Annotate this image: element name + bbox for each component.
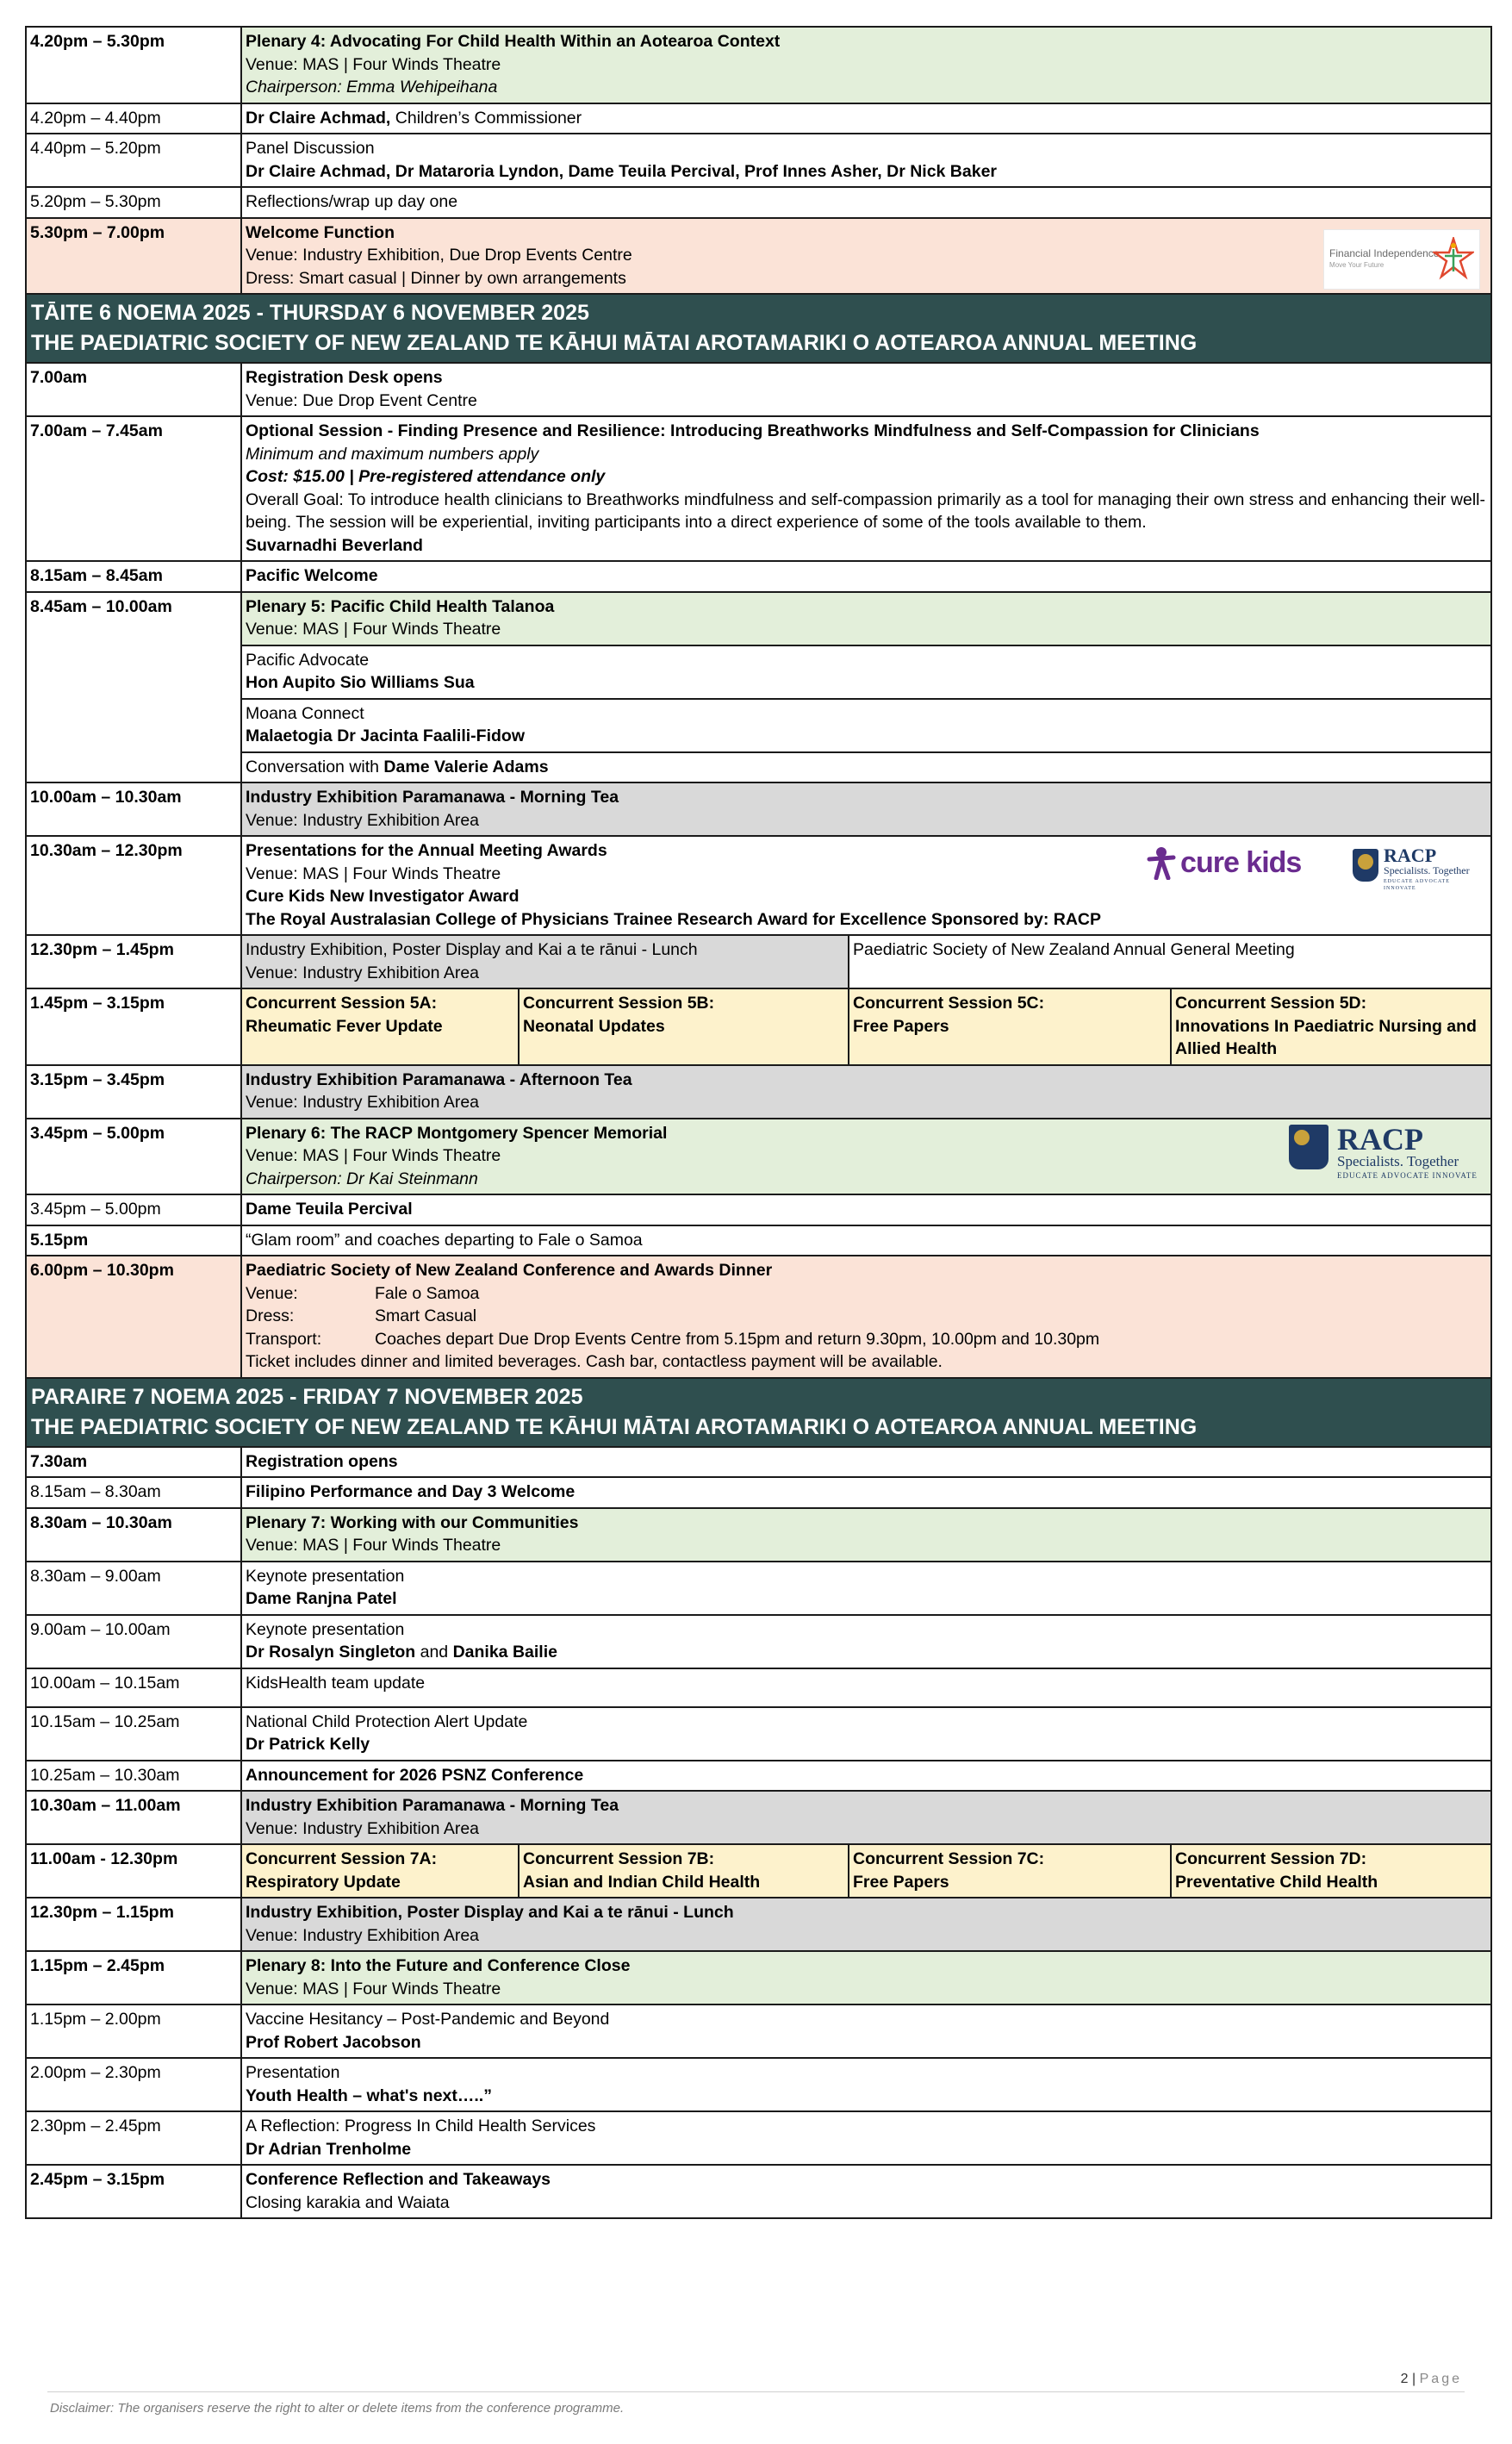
panel-members: Dr Claire Achmad, Dr Mataroria Lyndon, Dame Teuila Percival, Prof Innes Asher, Dr Nick Baker [246,161,998,181]
time-cell: 8.15am – 8.30am [26,1477,241,1508]
speaker-name: Malaetogia Dr Jacinta Faalili-Fidow [246,726,525,745]
time-cell: 4.20pm – 4.40pm [26,103,241,134]
table-row [26,1761,1491,1792]
star-figure-icon [1433,237,1474,282]
cure-kids-logo [1146,845,1310,880]
presenter-name: Suvarnadhi Beverland [246,535,423,555]
logo-text: cure kids [1180,846,1302,879]
speakers [246,1641,1486,1664]
time-cell: 5.20pm – 5.30pm [26,187,241,218]
time-cell: 7.00am [26,363,241,416]
time-cell: 6.00pm – 10.30pm [26,1256,241,1378]
time-cell: 10.25am – 10.30am [26,1761,241,1792]
time-cell: 10.30am – 12.30pm [26,836,241,935]
session-cell [241,1508,1491,1562]
table-row [26,2165,1491,2218]
disclaimer-text: Disclaimer: The organisers reserve the right to alter or delete items from the conference programme. [50,2401,625,2416]
session-cell [241,699,1491,752]
table-row [26,416,1491,561]
session-title: Industry Exhibition Paramanawa - Afternoon Tea [246,1069,632,1089]
session-title: Industry Exhibition, Poster Display and Kai a te rānui - Lunch [246,1903,734,1922]
table-row [26,1508,1491,1562]
session-title: Industry Exhibition, Poster Display and Kai a te rānui - Lunch [246,940,698,959]
session-title: Registration Desk opens [246,368,443,387]
session-cell [241,645,1491,699]
session-cell [241,1951,1491,2004]
venue-text: Venue: Due Drop Event Centre [246,390,477,410]
session-title: Free Papers [853,1016,949,1036]
time-cell: 2.00pm – 2.30pm [26,2058,241,2111]
time-cell: 8.15am – 8.45am [26,561,241,592]
session-label: Concurrent Session 7A: [246,1849,438,1868]
page-number [1401,2372,1462,2387]
conjunction: and [415,1643,453,1662]
concurrent-session-cell [241,1844,519,1898]
racp-logo [1353,845,1482,894]
session-cell [241,416,1491,561]
table-row [26,782,1491,836]
venue-text: Venue: MAS | Four Winds Theatre [246,620,501,639]
time-cell: 2.30pm – 2.45pm [26,2111,241,2165]
logo-text: RACP [1337,1121,1424,1157]
session-title: Free Papers [853,1872,949,1892]
table-row [26,1256,1491,1378]
session-cost: Cost: $15.00 | Pre-registered attendance only [246,467,606,486]
field-label: Transport: [246,1329,322,1349]
time-cell: 12.30pm – 1.45pm [26,935,241,988]
venue-text: Venue: MAS | Four Winds Theatre [246,1146,501,1165]
time-cell: 1.15pm – 2.00pm [26,2004,241,2058]
session-cell: “Glam room” and coaches departing to Fale o Samoa [241,1225,1491,1256]
session-title: Presentation [246,2063,340,2082]
session-description: Overall Goal: To introduce health clinicians to Breathworks mindfulness and self-compassion primarily as a tool for managing their own stress and enhancing their well-being. The session will be experiential, inviting participants into a direct experience of some of the tools available to them. [246,489,1486,532]
time-cell: 8.45am – 10.00am [26,592,241,783]
table-row [26,2004,1491,2058]
logo-tagline: Specialists. Together [1384,864,1470,876]
logo-motto: EDUCATE ADVOCATE INNOVATE [1337,1170,1478,1180]
table-row [26,1194,1491,1225]
session-cell [241,134,1491,187]
field-label: Dress: [246,1306,295,1325]
venue-text: Venue: MAS | Four Winds Theatre [246,1979,501,1998]
session-title: Preventative Child Health [1175,1872,1378,1892]
day-header-cell [26,1378,1491,1447]
time-cell: 8.30am – 9.00am [26,1562,241,1615]
venue-text: Venue: Industry Exhibition, Due Drop Events Centre [246,246,632,265]
day-header-thursday [26,294,1491,363]
venue-text: Venue: Industry Exhibition Area [246,1093,480,1112]
time-cell: 12.30pm – 1.15pm [26,1898,241,1951]
session-cell [241,218,1491,295]
session-title: Optional Session - Finding Presence and Resilience: Introducing Breathworks Mindfulness and Self-Compassion for Clinicians [246,421,1260,440]
day-header-event: THE PAEDIATRIC SOCIETY OF NEW ZEALAND TE KĀHUI MĀTAI AROTAMARIKI O AOTEAROA ANNUAL MEETING [31,331,1198,355]
schedule-table [25,26,1492,2219]
session-title: Plenary 5: Pacific Child Health Talanoa [246,596,555,616]
presentation-title: Youth Health – what's next…..” [246,2086,492,2105]
time-cell: 5.15pm [26,1225,241,1256]
table-row [26,2111,1491,2165]
time-cell: 3.45pm – 5.00pm [26,1194,241,1225]
session-title: Respiratory Update [246,1872,401,1892]
table-row [26,1791,1491,1844]
session-cell [241,1791,1491,1844]
session-title: Plenary 6: The RACP Montgomery Spencer Memorial [246,1123,668,1143]
session-cell [241,592,1491,645]
time-cell: 10.00am – 10.15am [26,1668,241,1707]
concurrent-session-cell [519,988,849,1065]
session-cell [241,2058,1491,2111]
speaker-role: Pacific Advocate [246,650,370,670]
table-row [26,752,1491,783]
footer-divider [47,2391,1465,2392]
speaker-name: Dame Ranjna Patel [246,1589,397,1608]
field-value: Smart Casual [375,1306,477,1325]
table-row [26,1951,1491,2004]
speaker-name: Dame Valerie Adams [383,757,549,776]
session-label: Concurrent Session 5C: [853,994,1045,1013]
table-row [26,1844,1491,1898]
child-figure-icon [1146,845,1177,880]
dress-text: Dress: Smart casual | Dinner by own arrangements [246,268,626,288]
racp-crest-icon [1289,1125,1328,1169]
time-cell: 7.00am – 7.45am [26,416,241,561]
session-title: Rheumatic Fever Update [246,1016,443,1036]
chair-text: Chairperson: Dr Kai Steinmann [246,1169,478,1188]
concurrent-session-cell [1171,988,1491,1065]
speaker-name: Dr Claire Achmad, [246,108,391,128]
session-title: Presentations for the Annual Meeting Awards [246,841,607,860]
table-row [26,1065,1491,1119]
table-row [26,1477,1491,1508]
venue-text: Venue: Industry Exhibition Area [246,810,480,830]
time-cell: 2.45pm – 3.15pm [26,2165,241,2218]
session-title: Industry Exhibition Paramanawa - Morning Tea [246,788,619,807]
session-title: A Reflection: Progress In Child Health Services [246,2117,596,2135]
venue-text: Venue: MAS | Four Winds Theatre [246,1536,501,1555]
logo-text: Financial Independence [1329,246,1440,259]
session-cell [849,935,1491,988]
table-row [26,1668,1491,1707]
day-header-friday [26,1378,1491,1447]
programme-page [25,26,1490,2219]
session-label: Concurrent Session 7B: [523,1849,715,1868]
session-label: Concurrent Session 5A: [246,994,438,1013]
session-cell [241,782,1491,836]
field-value: Fale o Samoa [375,1283,480,1303]
time-cell: 5.30pm – 7.00pm [26,218,241,295]
session-cell [241,1615,1491,1668]
session-cell [241,752,1491,783]
table-row [26,1225,1491,1256]
time-cell: 10.30am – 11.00am [26,1791,241,1844]
session-cell [241,103,1491,134]
table-row [26,699,1491,752]
table-row [26,935,1491,988]
session-cell [241,27,1491,103]
speaker-role: Children’s Commissioner [390,108,582,128]
page-label: Page [1419,2372,1462,2386]
session-title: Panel Discussion [246,139,375,158]
session-title: Asian and Indian Child Health [523,1872,761,1892]
session-label: Concurrent Session 7D: [1175,1849,1367,1868]
session-cell: Registration opens [241,1447,1491,1478]
session-title: National Child Protection Alert Update [246,1711,528,1731]
time-cell: 10.15am – 10.25am [26,1707,241,1761]
day-header-event: THE PAEDIATRIC SOCIETY OF NEW ZEALAND TE KĀHUI MĀTAI AROTAMARIKI O AOTEAROA ANNUAL MEETING [31,1414,1198,1439]
concurrent-session-cell [1171,1844,1491,1898]
time-cell: 9.00am – 10.00am [26,1615,241,1668]
speaker-name: Dr Patrick Kelly [246,1735,370,1754]
award-name: The Royal Australasian College of Physicians Trainee Research Award for Excellence Sponsored by: RACP [246,909,1102,929]
table-row [26,363,1491,416]
session-cell [241,2004,1491,2058]
session-cell [241,836,1491,935]
session-label: Concurrent Session 5B: [523,994,715,1013]
time-cell: 8.30am – 10.30am [26,1508,241,1562]
concurrent-session-cell [241,988,519,1065]
speaker-role: Conversation with [246,757,384,776]
concurrent-session-cell [849,1844,1171,1898]
time-cell: 7.30am [26,1447,241,1478]
session-title: Industry Exhibition Paramanawa - Morning Tea [246,1796,619,1815]
session-title: Welcome Function [246,222,395,242]
time-cell: 10.00am – 10.30am [26,782,241,836]
speaker-name: Dame Teuila Percival [241,1194,1491,1225]
time-cell: 4.40pm – 5.20pm [26,134,241,187]
dinner-transport [246,1328,1486,1351]
session-cell [241,1256,1491,1378]
speaker-role: Moana Connect [246,703,364,723]
session-cell [241,1119,1491,1195]
table-row [26,1119,1491,1195]
speaker-name: Hon Aupito Sio Williams Sua [246,673,475,692]
award-name: Cure Kids New Investigator Award [246,887,520,906]
table-row [26,103,1491,134]
table-row [26,2058,1491,2111]
logo-subtext: Move Your Future [1329,260,1384,269]
table-row [26,187,1491,218]
day-header-cell [26,294,1491,363]
session-cell [241,1707,1491,1761]
time-cell: 1.15pm – 2.45pm [26,1951,241,2004]
table-row [26,836,1491,935]
session-title: Conference Reflection and Takeaways [246,2170,551,2189]
session-title: Paediatric Society of New Zealand Conference and Awards Dinner [246,1261,773,1280]
table-row [26,561,1491,592]
session-title: Plenary 4: Advocating For Child Health Within an Aotearoa Context [246,32,781,51]
logo-text: RACP [1384,845,1437,866]
session-cell [241,935,849,988]
venue-text: Venue: Industry Exhibition Area [246,1818,480,1838]
venue-text: Venue: Industry Exhibition Area [246,1925,480,1945]
session-cell [241,1898,1491,1951]
racp-logo [1289,1123,1487,1183]
table-row [26,1615,1491,1668]
chair-text: Chairperson: Emma Wehipeihana [246,78,498,97]
day-header-date: TĀITE 6 NOEMA 2025 - THURSDAY 6 NOVEMBER 2025 [31,301,589,325]
session-note: Minimum and maximum numbers apply [246,444,539,464]
logo-tagline: Specialists. Together [1337,1152,1459,1169]
table-row [26,1562,1491,1615]
session-title: Neonatal Updates [523,1016,665,1036]
table-row [26,1707,1491,1761]
table-row [26,218,1491,295]
time-cell: 3.15pm – 3.45pm [26,1065,241,1119]
table-row [26,27,1491,103]
ticket-info: Ticket includes dinner and limited beverages. Cash bar, contactless payment will be available. [246,1352,943,1371]
field-value: Coaches depart Due Drop Events Centre from 5.15pm and return 9.30pm, 10.00pm and 10.30pm [375,1329,1100,1349]
session-cell: Announcement for 2026 PSNZ Conference [241,1761,1491,1792]
session-title: Plenary 7: Working with our Communities [246,1512,579,1532]
venue-text: Venue: MAS | Four Winds Theatre [246,864,501,883]
session-label: Concurrent Session 7C: [853,1849,1045,1868]
table-row [26,1898,1491,1951]
session-title: Innovations In Paediatric Nursing and Allied Health [1175,1016,1477,1058]
field-label: Venue: [246,1283,298,1303]
session-cell [241,1562,1491,1615]
session-cell: Reflections/wrap up day one [241,187,1491,218]
table-row [26,1447,1491,1478]
session-title: Vaccine Hesitancy – Post-Pandemic and Beyond [246,2010,610,2029]
page-number-separator: | [1408,2372,1420,2386]
concurrent-session-cell [849,988,1171,1065]
session-cell [241,363,1491,416]
session-cell [241,2111,1491,2165]
speaker-name: Prof Robert Jacobson [246,2032,421,2052]
table-row [26,134,1491,187]
table-row [26,645,1491,699]
table-row [26,592,1491,645]
time-cell: 4.20pm – 5.30pm [26,27,241,103]
page-number-value: 2 [1400,2372,1409,2386]
session-subtitle: Closing karakia and Waiata [246,2192,450,2212]
concurrent-session-cell [519,1844,849,1898]
logo-motto: EDUCATE ADVOCATE INNOVATE [1384,879,1450,891]
dinner-dress [246,1305,1486,1328]
day-header-date: PARAIRE 7 NOEMA 2025 - FRIDAY 7 NOVEMBER 2025 [31,1384,583,1409]
speaker-name: Dr Adrian Trenholme [246,2139,412,2159]
session-cell [241,1065,1491,1119]
session-title: Paediatric Society of New Zealand Annual General Meeting [853,940,1295,959]
session-cell: Filipino Performance and Day 3 Welcome [241,1477,1491,1508]
financial-independence-logo [1323,229,1480,290]
venue-text: Venue: MAS | Four Winds Theatre [246,54,501,74]
time-cell: 1.45pm – 3.15pm [26,988,241,1065]
session-title: Keynote presentation [246,1619,405,1639]
racp-crest-icon [1353,849,1378,882]
time-cell: 3.45pm – 5.00pm [26,1119,241,1195]
table-row [26,988,1491,1065]
session-label: Concurrent Session 5D: [1175,994,1367,1013]
speaker-name: Dr Rosalyn Singleton [246,1643,416,1662]
session-cell: Pacific Welcome [241,561,1491,592]
session-title: Plenary 8: Into the Future and Conference Close [246,1956,631,1975]
speaker-name: Danika Bailie [452,1643,557,1662]
session-cell [241,2165,1491,2218]
venue-text: Venue: Industry Exhibition Area [246,963,480,982]
session-title: Keynote presentation [246,1566,405,1586]
time-cell: 11.00am - 12.30pm [26,1844,241,1898]
dinner-venue [246,1282,1486,1306]
session-cell: KidsHealth team update [241,1668,1491,1707]
